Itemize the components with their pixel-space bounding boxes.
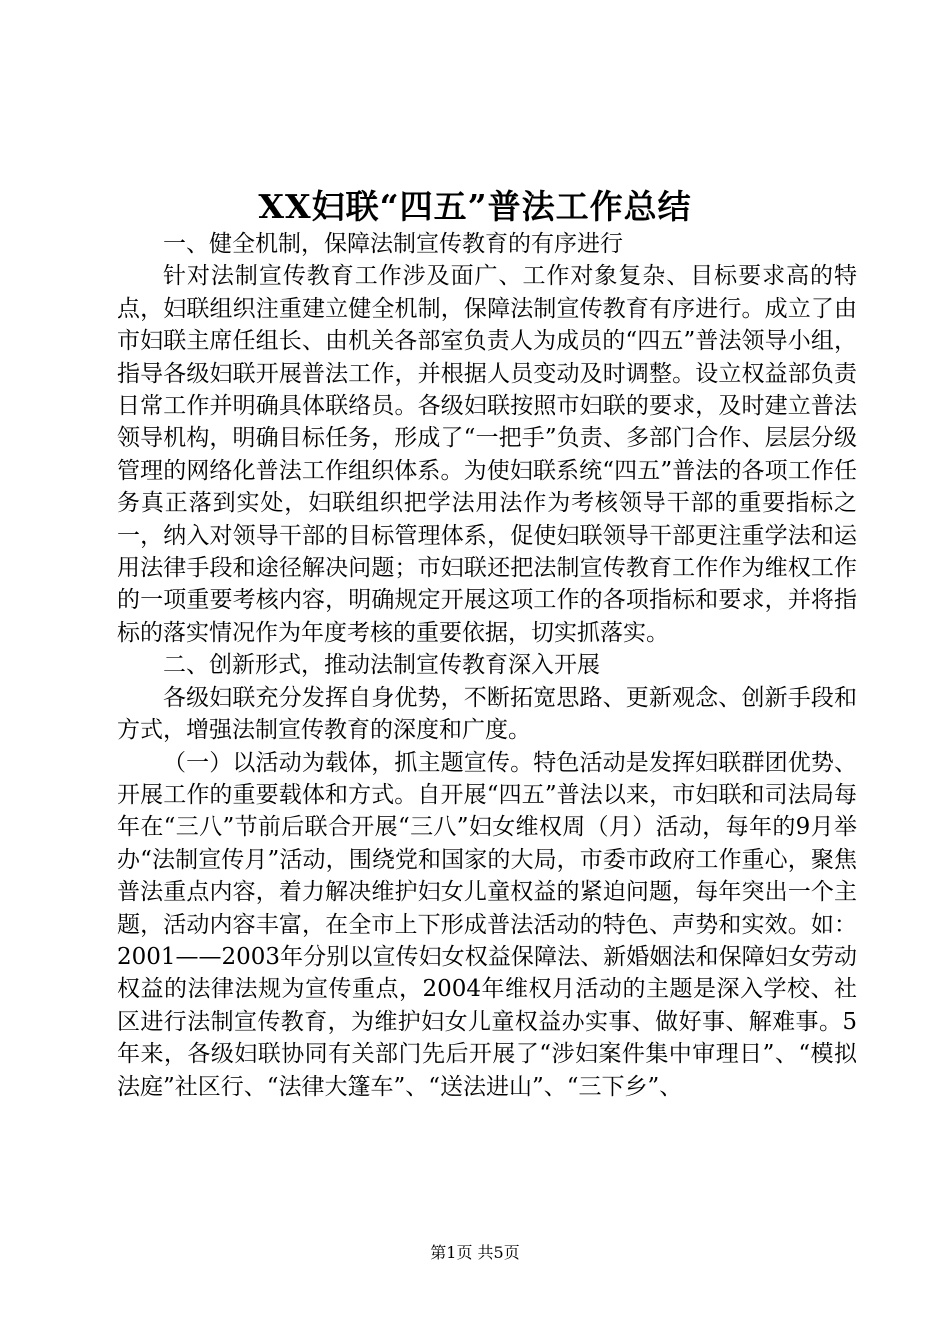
document-title: XX妇联“四五”普法工作总结	[258, 187, 692, 226]
document-body	[117, 228, 857, 1103]
paragraph: 各级妇联充分发挥自身优势，不断拓宽思路、更新观念、创新手段和方式，增强法制宣传教育的深度和广度。	[117, 684, 857, 744]
section-heading-1: 一、健全机制，保障法制宣传教育的有序进行	[163, 231, 623, 257]
paragraph: 针对法制宣传教育工作涉及面广、工作对象复杂、目标要求高的特点，妇联组织注重建立健全机制，保障法制宣传教育有序进行。成立了由市妇联主席任组长、由机关各部室负责人为成员的“四五”普法领导小组，指导各级妇联开展普法工作，并根据人员变动及时调整。设立权益部负责日常工作并明确具体联络员。各级妇联按照市妇联的要求，及时建立普法领导机构，明确目标任务，形成了“一把手”负责、多部门合作、层层分级管理的网络化普法工作组织体系。为使妇联系统“四五”普法的各项工作任务真正落到实处，妇联组织把学法用法作为考核领导干部的重要指标之一，纳入对领导干部的目标管理体系，促使妇联领导干部更注重学法和运用法律手段和途径解决问题；市妇联还把法制宣传教育工作作为维权工作的一项重要考核内容，明确规定开展这项工作的各项指标和要求，并将指标的落实情况作为年度考核的重要依据，切实抓落实。	[117, 263, 857, 646]
paragraph: （一）以活动为载体，抓主题宣传。特色活动是发挥妇联群团优势、开展工作的重要载体和方式。自开展“四五”普法以来，市妇联和司法局每年在“三八”节前后联合开展“三八”妇女维权周（月）活动，每年的9月举办“法制宣传月”活动，围绕党和国家的大局，市委市政府工作重心，聚焦普法重点内容，着力解决维护妇女儿童权益的紧迫问题，每年突出一个主题，活动内容丰富，在全市上下形成普法活动的特色、声势和实效。如：2001——2003年分别以宣传妇女权益保障法、新婚姻法和保障妇女劳动权益的法律法规为宣传重点，2004年维权月活动的主题是深入学校、社区进行法制宣传教育，为维护妇女儿童权益办实事、做好事、解难事。5年来，各级妇联协同有关部门先后开展了“涉妇案件集中审理日”、“模拟法庭”社区行、“法律大篷车”、“送法进山”、“三下乡”、	[117, 749, 857, 1100]
page-footer: 第1页 共5页	[430, 1243, 520, 1262]
section-heading-2: 二、创新形式，推动法制宣传教育深入开展	[163, 652, 600, 679]
